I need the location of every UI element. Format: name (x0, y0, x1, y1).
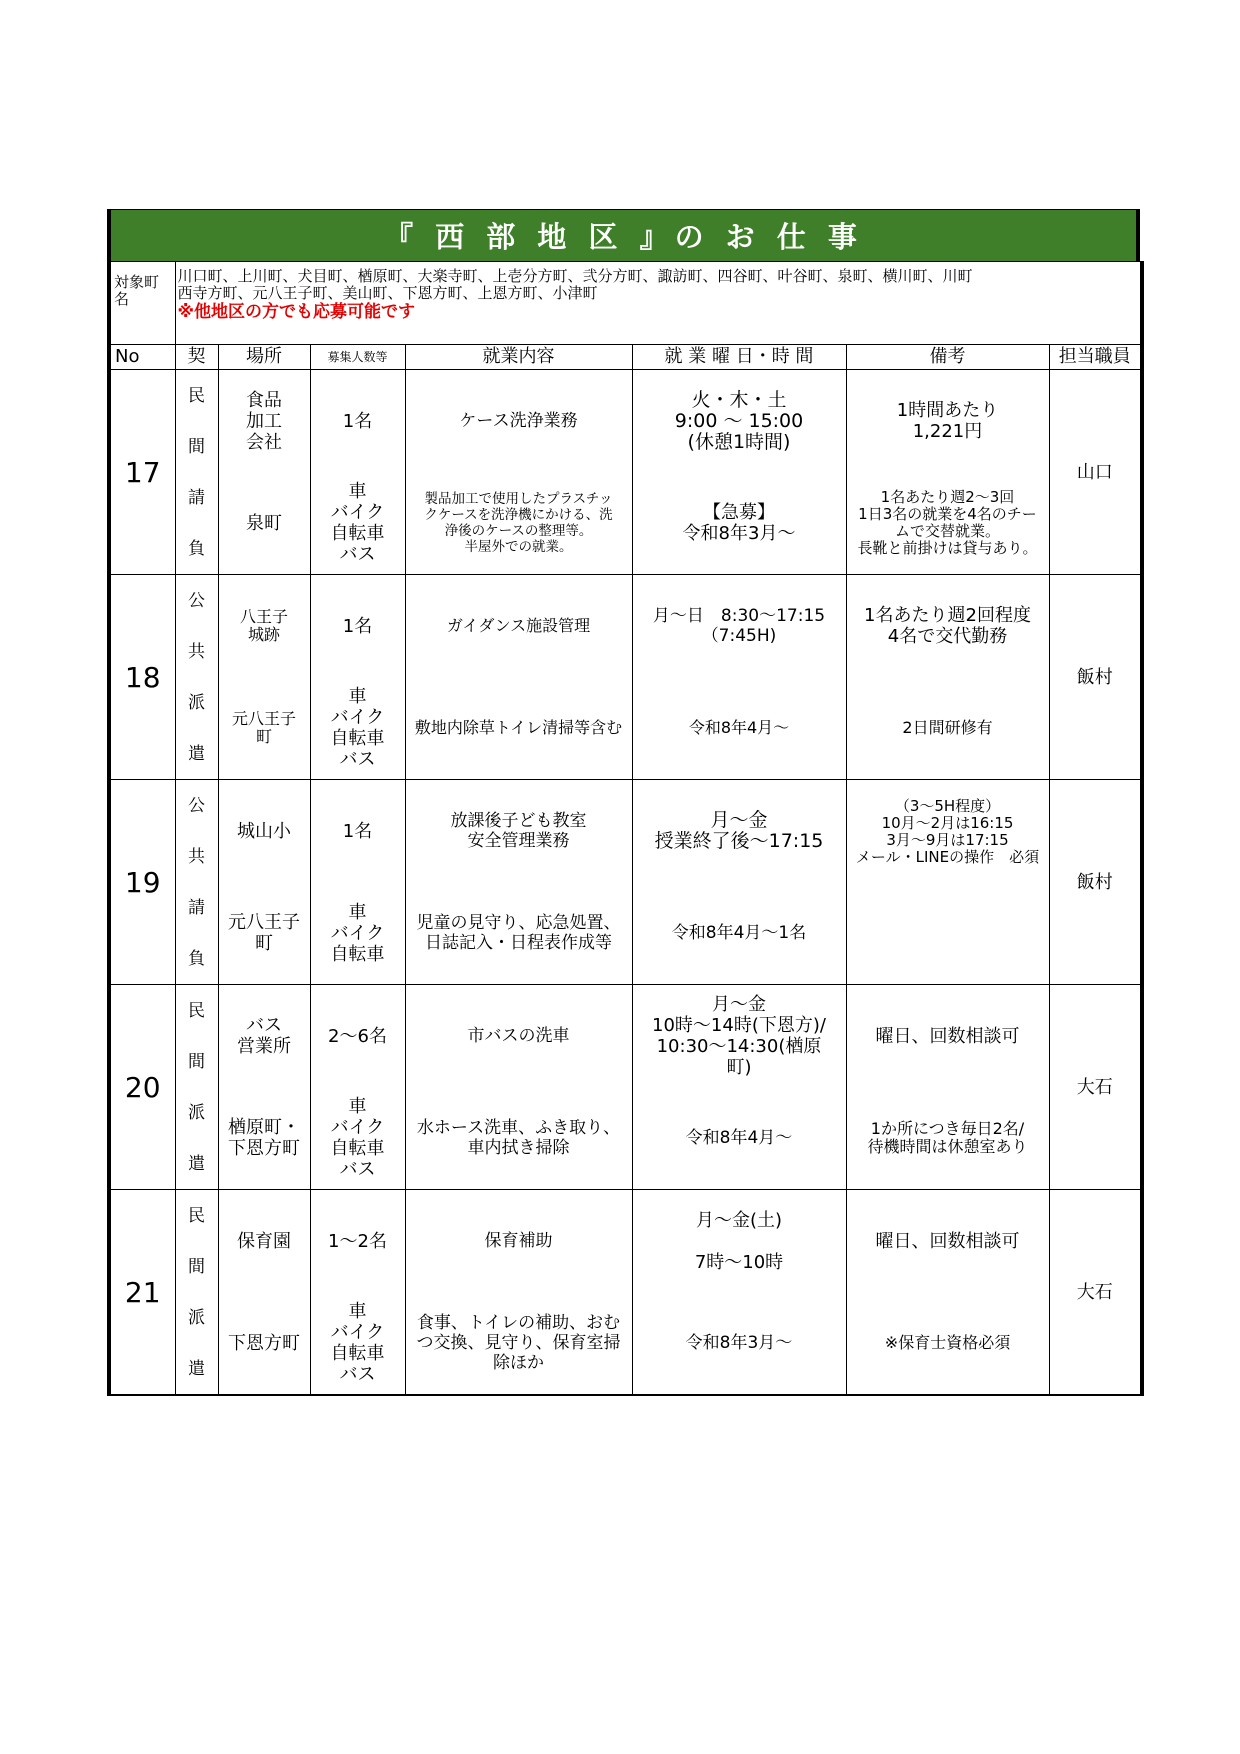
area-label: 対象町名 (114, 273, 160, 308)
area-towns-cell (175, 262, 1142, 345)
job-title: 市バスの洗車 (467, 1026, 570, 1046)
count-cell (310, 370, 405, 575)
header-notes: 備考 (846, 345, 1049, 370)
count-cell (310, 780, 405, 985)
work-days-hours: 月～金 授業終了後～17:15 (654, 809, 824, 852)
page-title: 『 西 部 地 区 』の お 仕 事 (384, 220, 863, 254)
recruit-count: 1名 (342, 410, 373, 432)
contract-char: 公 (188, 795, 205, 816)
schedule-cell (632, 1190, 846, 1396)
contract-char: 間 (188, 1051, 205, 1072)
job-cell (405, 780, 632, 985)
job-details: 製品加工で使用したプラスチッ クケースを洗浄機にかける、洗 浄後のケースの整理等。 半屋外での就業。 (424, 491, 613, 555)
header-staff: 担当職員 (1049, 345, 1142, 370)
notes-cell (846, 780, 1049, 985)
notes-top: 曜日、回数相談可 (875, 1230, 1020, 1252)
schedule-cell (632, 575, 846, 780)
contract-char: 民 (188, 1000, 205, 1021)
header-contract: 契 (175, 345, 218, 370)
job-title: ケース洗浄業務 (459, 411, 578, 431)
commute-options: 車 バイク 自転車 バス (330, 481, 385, 565)
count-cell (310, 1190, 405, 1396)
place-cell (218, 1190, 310, 1396)
town: 楢原町・ 下恩方町 (228, 1117, 300, 1159)
area-towns (176, 262, 1141, 322)
staff-name: 飯村 (1049, 575, 1142, 780)
contract-char: 派 (188, 692, 205, 713)
start-date: 令和8年3月～ (685, 1333, 793, 1353)
schedule-cell (632, 370, 846, 575)
notes-top: （3～5H程度） 10月～2月は16:15 3月～9月は17:15 メール・LINEの操作 必須 (855, 797, 1040, 866)
notes-cell (846, 985, 1049, 1190)
start-date: 令和8年4月～1名 (671, 923, 807, 943)
contract-char: 遣 (188, 1153, 205, 1174)
header-count: 募集人数等 (310, 345, 405, 370)
job-details: 児童の見守り、応急処置、 日誌記入・日程表作成等 (416, 913, 621, 953)
commute-options: 車 バイク 自転車 バス (330, 1096, 385, 1180)
job-details: 敷地内除草トイレ清掃等含む (414, 718, 623, 737)
job-cell (405, 985, 632, 1190)
notes-bottom: 1名あたり週2～3回 1日3名の就業を4名のチー ムで交替就業。 長靴と前掛けは貸与あり。 (857, 488, 1038, 557)
contract-char: 遣 (188, 743, 205, 764)
job-details: 食事、トイレの補助、おむ つ交換、見守り、保育室掃 除ほか (416, 1313, 621, 1373)
job-row (109, 985, 1142, 1190)
title-bar (107, 209, 1140, 261)
workplace: 食品 加工 会社 (246, 389, 282, 453)
work-days-hours: 月～金 10時～14時(下恩方)/ 10:30～14:30(楢原 町) (652, 994, 826, 1078)
row-number: 17 (109, 370, 175, 575)
area-label-cell (109, 262, 175, 345)
job-listing-sheet (107, 209, 1140, 1396)
job-table (107, 261, 1144, 1396)
work-days-hours: 月～日 8:30～17:15 （7:45H) (652, 606, 826, 646)
commute-options: 車 バイク 自転車 (330, 901, 385, 965)
workplace: 保育園 (237, 1230, 291, 1252)
contract-type (175, 575, 218, 780)
job-cell (405, 575, 632, 780)
town: 元八王子 町 (228, 912, 300, 954)
workplace: 八王子 城跡 (239, 607, 288, 644)
notes-cell (846, 370, 1049, 575)
header-no: No (109, 345, 175, 370)
notes-top: 1時間あたり 1,221円 (896, 400, 999, 442)
workplace: 城山小 (237, 820, 291, 842)
staff-name: 大石 (1049, 1190, 1142, 1396)
target-area-row (109, 262, 1142, 345)
schedule-cell (632, 780, 846, 985)
job-row (109, 370, 1142, 575)
staff-name: 飯村 (1049, 780, 1142, 985)
notes-bottom: 2日間研修有 (902, 718, 993, 737)
header-job: 就業内容 (405, 345, 632, 370)
row-number: 18 (109, 575, 175, 780)
recruit-count: 1名 (342, 820, 373, 842)
recruit-count: 2～6名 (328, 1025, 387, 1047)
job-row (109, 575, 1142, 780)
place-cell (218, 575, 310, 780)
commute-options: 車 バイク 自転車 バス (330, 1301, 385, 1385)
town: 元八王子 町 (231, 709, 296, 746)
contract-char: 共 (188, 641, 205, 662)
job-cell (405, 370, 632, 575)
recruit-count: 1～2名 (328, 1230, 387, 1252)
start-date: 令和8年4月～ (688, 718, 790, 737)
contract-char: 派 (188, 1307, 205, 1328)
other-area-note: ※他地区の方でも応募可能です (177, 302, 416, 322)
place-cell (218, 370, 310, 575)
header-place: 場所 (218, 345, 310, 370)
town: 下恩方町 (228, 1332, 300, 1354)
contract-char: 負 (188, 948, 205, 969)
commute-options: 車 バイク 自転車 バス (330, 686, 385, 770)
job-details: 水ホース洗車、ふき取り、 車内拭き掃除 (416, 1118, 621, 1158)
contract-type (175, 370, 218, 575)
notes-cell (846, 575, 1049, 780)
job-title: ガイダンス施設管理 (446, 616, 591, 635)
count-cell (310, 985, 405, 1190)
notes-bottom: 1か所につき毎日2名/ 待機時間は休憩室あり (867, 1119, 1028, 1156)
job-row (109, 780, 1142, 985)
notes-top: 1名あたり週2回程度 4名で交代勤務 (864, 605, 1031, 647)
row-number: 21 (109, 1190, 175, 1396)
row-number: 19 (109, 780, 175, 985)
contract-char: 間 (188, 1256, 205, 1277)
job-rows (109, 370, 1142, 1396)
contract-type (175, 780, 218, 985)
contract-char: 民 (188, 385, 205, 406)
towns-line-2: 西寺方町、元八王子町、美山町、下恩方町、上恩方町、小津町 (177, 284, 598, 302)
workplace: バス 営業所 (237, 1015, 291, 1057)
contract-char: 民 (188, 1205, 205, 1226)
header-schedule: 就 業 曜 日・時 間 (632, 345, 846, 370)
schedule-cell (632, 985, 846, 1190)
contract-char: 負 (188, 538, 205, 559)
contract-type (175, 985, 218, 1190)
job-row (109, 1190, 1142, 1396)
notes-bottom: ※保育士資格必須 (884, 1333, 1011, 1352)
contract-type (175, 1190, 218, 1396)
start-date: 【急募】 令和8年3月～ (682, 502, 796, 544)
job-title: 放課後子ども教室 安全管理業務 (450, 811, 587, 851)
contract-char: 派 (188, 1102, 205, 1123)
contract-char: 請 (188, 487, 205, 508)
notes-cell (846, 1190, 1049, 1396)
staff-name: 大石 (1049, 985, 1142, 1190)
header-row (109, 345, 1142, 370)
recruit-count: 1名 (342, 615, 373, 637)
contract-char: 請 (188, 897, 205, 918)
job-cell (405, 1190, 632, 1396)
towns-line-1: 川口町、上川町、犬目町、楢原町、大楽寺町、上壱分方町、弐分方町、諏訪町、四谷町、叶谷町、泉町、横川町、川町 (177, 267, 973, 285)
contract-char: 公 (188, 590, 205, 611)
work-days-hours: 月～金(土) 7時～10時 (694, 1209, 784, 1273)
place-cell (218, 780, 310, 985)
contract-char: 間 (188, 436, 205, 457)
place-cell (218, 985, 310, 1190)
job-title: 保育補助 (484, 1231, 553, 1251)
row-number: 20 (109, 985, 175, 1190)
contract-char: 遣 (188, 1358, 205, 1379)
town: 泉町 (246, 512, 282, 534)
work-days-hours: 火・木・土 9:00 ～ 15:00 (休憩1時間) (674, 388, 804, 453)
contract-char: 共 (188, 846, 205, 867)
staff-name: 山口 (1049, 370, 1142, 575)
notes-bottom (847, 882, 1049, 984)
notes-top: 曜日、回数相談可 (875, 1025, 1020, 1047)
start-date: 令和8年4月～ (685, 1128, 793, 1148)
count-cell (310, 575, 405, 780)
